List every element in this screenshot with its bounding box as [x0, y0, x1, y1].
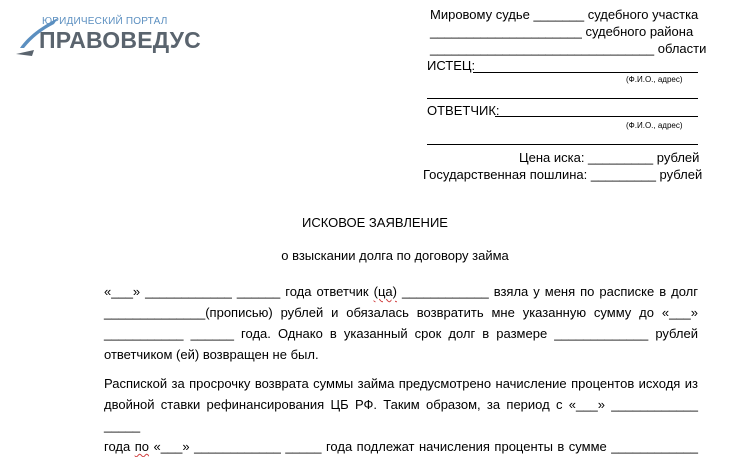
logo-tagline: ЮРИДИЧЕСКИЙ ПОРТАЛ [42, 16, 168, 27]
paragraph1-line1: «___» ____________ ______ года ответчик (ца) ____________ взяла у меня по расписке в долг [104, 284, 698, 299]
paragraph2-line2: двойной ставки рефинансирования ЦБ РФ. Таким образом, за период с «___» ____________ _____ [104, 397, 698, 433]
document-title: ИСКОВОЕ ЗАЯВЛЕНИЕ [302, 215, 448, 230]
plaintiff-field-line-2 [427, 98, 698, 99]
judge-line: Мировому судье _______ судебного участка [430, 7, 699, 22]
paragraph-debt-terms [104, 281, 698, 365]
state-fee: Государственная пошлина: _________ рублей [423, 167, 703, 182]
paragraph2-line3: года по «___» ____________ _____ года подлежат начисления проценты в сумме ____________ [104, 439, 699, 454]
defendant-label: ОТВЕТЧИК: [427, 103, 500, 118]
defendant-hint: (Ф.И.О., адрес) [626, 121, 683, 130]
plaintiff-field-line [473, 72, 698, 73]
defendant-field-line [495, 116, 698, 117]
paragraph1-line2: ______________(прописью) рублей и обязалась возвратить мне указанную сумму до «___» [104, 305, 698, 320]
logo-title: ПРАВОВЕДУС [39, 27, 201, 53]
logo [14, 14, 201, 60]
plaintiff-label: ИСТЕЦ: [427, 58, 476, 73]
plaintiff-hint: (Ф.И.О., адрес) [626, 75, 683, 84]
spell-marked-word: (ца) [373, 284, 397, 299]
claim-price: Цена иска: _________ рублей [519, 150, 700, 165]
paragraph1-line4: ответчиком (ей) возвращен не был. [104, 347, 319, 362]
paragraph2-line1: Распиской за просрочку возврата суммы займа предусмотрено начисление процентов исходя из [104, 376, 698, 391]
paragraph-interest [104, 373, 698, 457]
document-subtitle: о взыскании долга по договору займа [281, 248, 509, 263]
paragraph1-line3: ___________ ______ года. Однако в указанный срок долг в размере _____________ рублей [104, 326, 698, 341]
spell-marked-word: по [134, 439, 149, 454]
defendant-field-line-2 [427, 144, 698, 145]
district-line: _____________________ судебного района [430, 24, 694, 39]
region-line: _______________________________ области [430, 41, 707, 56]
